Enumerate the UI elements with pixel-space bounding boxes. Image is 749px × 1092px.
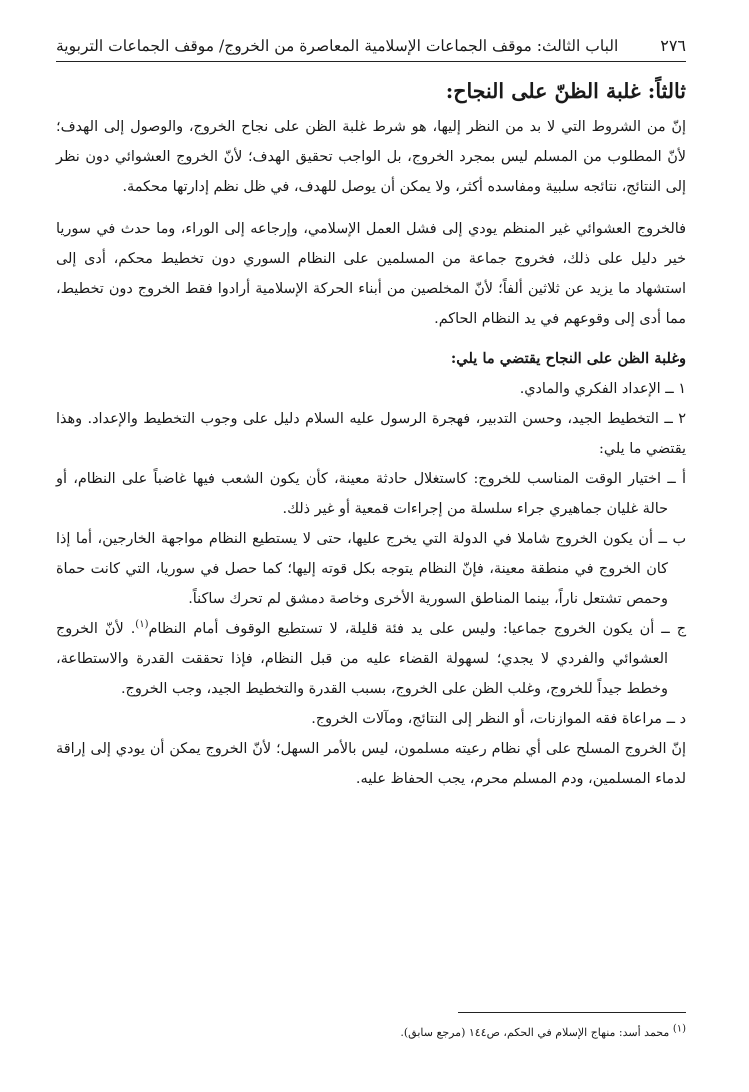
- sub-item-timing: [56, 464, 686, 524]
- sub-item-text: أن يكون الخروج جماعيا: وليس على يد فئة قليلة، لا تستطيع الوقوف أمام النظام: [148, 621, 655, 637]
- paragraph-syria-example: فالخروج العشوائي غير المنظم يودي إلى فشل العمل الإسلامي، وإرجاعه إلى الوراء، وما حدث في سوريا خير دليل على ذلك، فخروج جماعة من المسلمين على النظام السوري دون تخطيط محكم، أدى إلى استشهاد ما يزيد عن ثلاثين ألفاً؛ لأنّ المخلصين من أبناء الحركة الإسلامية أرادوا فقط الخروج دون تخطيط، مما أدى إلى وقوعهم في يد النظام الحاكم.: [56, 221, 686, 327]
- sub-item-comprehensive: [56, 524, 686, 614]
- section-heading: ثالثاً: غلبة الظنّ على النجاح:: [445, 79, 686, 103]
- sub-item-letter: ج ــ: [661, 621, 687, 637]
- sub-item-text: اختيار الوقت المناسب للخروج: كاستغلال حادثة معينة، كأن يكون الشعب فيها غاضباً على النظام، أو حالة غليان جماهيري جراء سلسلة من إجراءات قمعية أو غير ذلك.: [56, 471, 668, 517]
- sub-item-letter: د ــ: [666, 711, 686, 727]
- sub-item-balances: [56, 704, 686, 734]
- paragraph-armed-uprising: إنّ الخروج المسلح على أي نظام رعيته مسلمون، ليس بالأمر السهل؛ لأنّ الخروج يمكن أن يودي إلى إراقة لدماء المسلمين، ودم المسلم محرم، يجب الحفاظ عليه.: [56, 741, 686, 787]
- footnote-marker: (١): [672, 1023, 686, 1035]
- list-item-planning: ٢ ــ التخطيط الجيد، وحسن التدبير، فهجرة الرسول عليه السلام دليل على وجوب التخطيط والإعداد. وهذا يقتضي ما يلي:: [56, 411, 686, 457]
- sub-item-letter: ب ــ: [658, 531, 686, 547]
- footnote-reference: (١): [135, 619, 149, 631]
- sub-item-text: مراعاة فقه الموازنات، أو النظر إلى النتائج، ومآلات الخروج.: [311, 711, 662, 727]
- page-number: ٢٧٦: [660, 36, 686, 55]
- chapter-title: الباب الثالث: موقف الجماعات الإسلامية المعاصرة من الخروج/ موقف الجماعات التربوية: [56, 37, 619, 55]
- book-page: [56, 34, 686, 794]
- sub-item-text: أن يكون الخروج شاملا في الدولة التي يخرج عليها، حتى لا يستطيع النظام مواجهة الخارجين، أما إذا كان الخروج في منطقة معينة، فإنّ النظام يتوجه بكل قوته إليها؛ كما حصل في سوريا، التي كانت حماة وحمص تشتعل ناراً، بينما المناطق السورية الأخرى وخاصة دمشق لم تحرك ساكناً.: [56, 531, 668, 607]
- sub-item-letter: أ ــ: [667, 471, 686, 487]
- running-header: [56, 34, 686, 62]
- sub-item-text-end: .: [130, 621, 136, 637]
- list-item-preparation: ١ ــ الإعداد الفكري والمادي.: [519, 381, 686, 397]
- requirements-subheading: وغلبة الظن على النجاح يقتضي ما يلي:: [450, 350, 686, 367]
- sub-item-collective: [56, 614, 686, 704]
- footnote-text: محمد أسد: منهاج الإسلام في الحكم، ص١٤٤ (مرجع سابق).: [400, 1026, 670, 1039]
- paragraph-success-condition: إنّ من الشروط التي لا بد من النظر إليها، هو شرط غلبة الظن على نجاح الخروج، والوصول إلى الهدف؛ لأنّ المطلوب من المسلم ليس بمجرد الخروج، بل الواجب تحقيق الهدف؛ لأنّ الخروج العشوائي دون نظر إلى النتائج، نتائجه سلبية ومفاسده أكثر، ولا يمكن أن يوصل للهدف، في ظل نظم إدارتها محكمة.: [56, 119, 686, 195]
- footnote: [86, 1024, 686, 1042]
- sub-item-text-continued: لأنّ الخروج العشوائي والفردي لا يجدي؛ لسهولة القضاء عليه من قبل النظام، فإذا تحققت القدرة والاستطاعة، وخطط جيداً للخروج، وغلب الظن على الخروج، بسبب القدرة والتخطيط الجيد، وجب الخروج.: [56, 621, 668, 697]
- footnote-divider: [458, 1012, 686, 1013]
